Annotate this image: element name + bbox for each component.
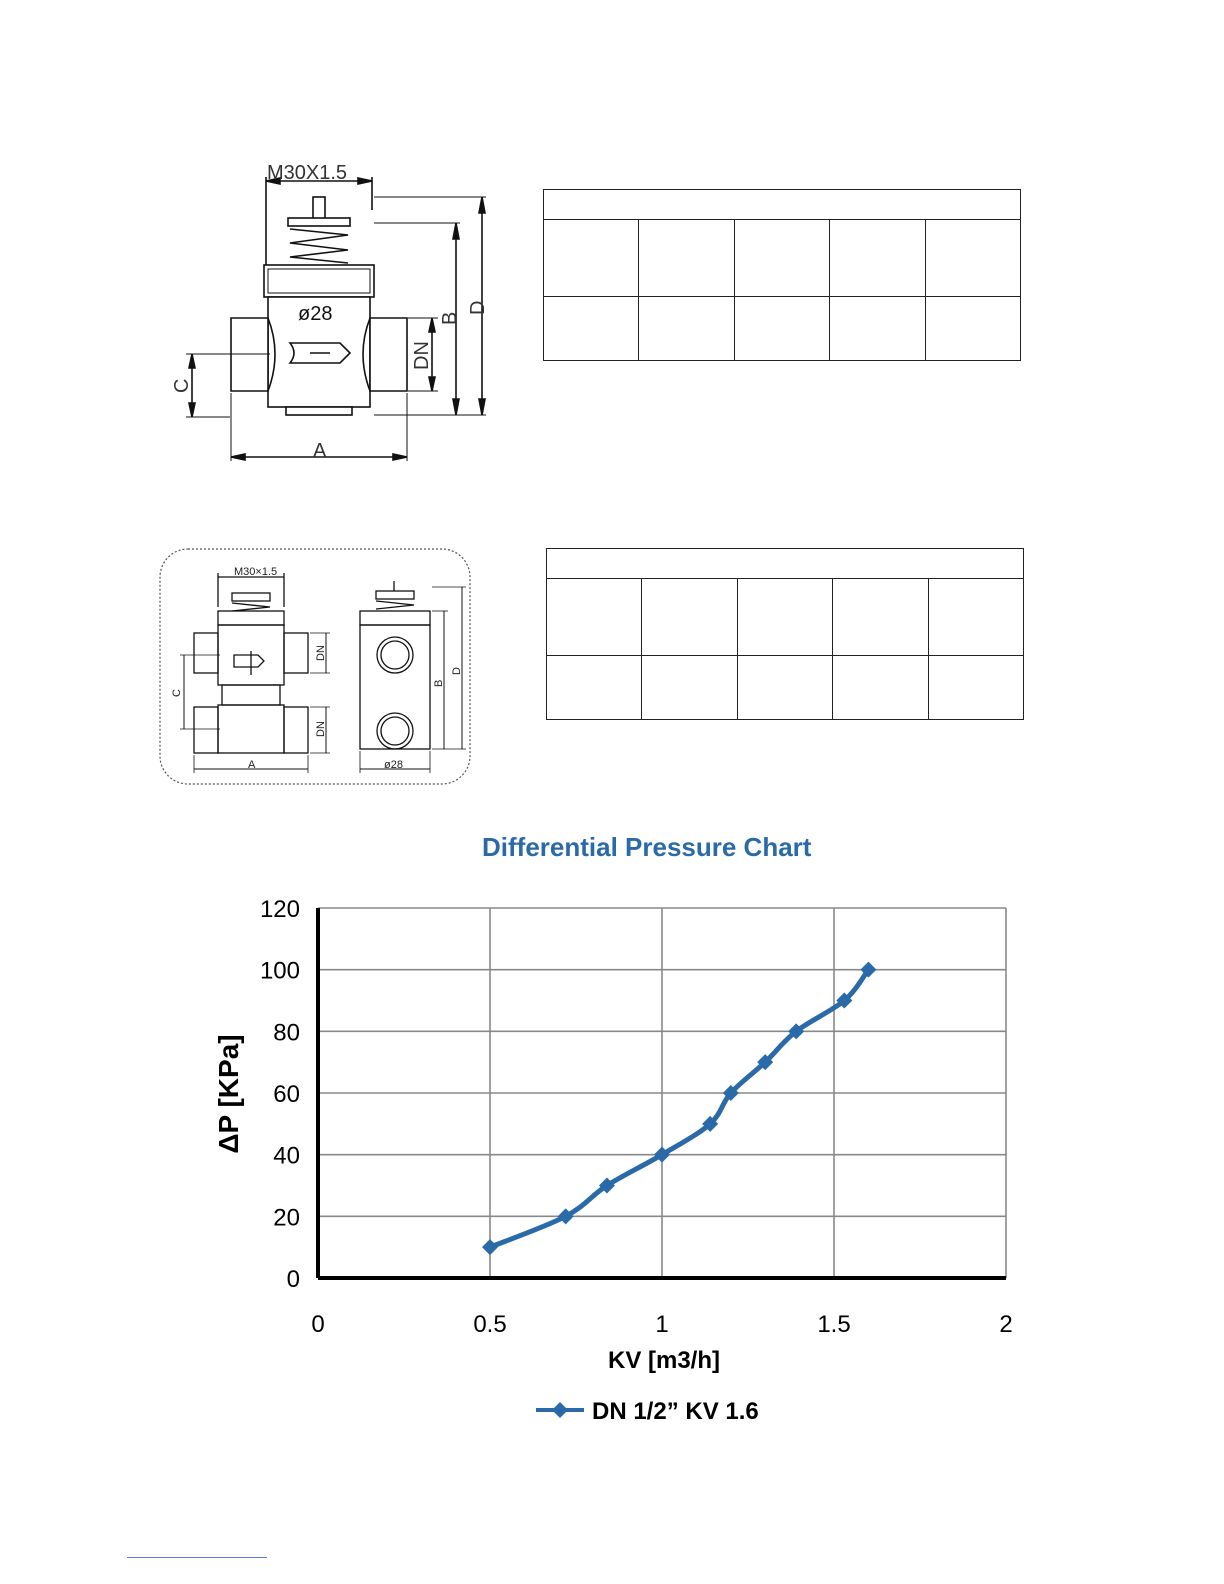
- y-tick-label: 100: [259, 957, 300, 985]
- dim-dn-label: DN: [411, 341, 433, 370]
- y-axis-label: ΔP [KPa]: [213, 1034, 244, 1154]
- chart-title: Differential Pressure Chart: [482, 832, 812, 862]
- y-tick-label: 40: [273, 1142, 300, 1170]
- chart-series: [482, 962, 876, 1255]
- y-tick-label: 120: [259, 896, 300, 923]
- x-tick-label: 0.5: [473, 1311, 507, 1338]
- diameter-label-small: ø28: [384, 759, 403, 771]
- dim-c-label-small: C: [171, 689, 183, 697]
- dim-dn-bottom-label-small: DN: [315, 721, 327, 737]
- legend-label: DN 1/2” KV 1.6: [592, 1398, 759, 1425]
- thread-label: M30X1.5: [267, 162, 348, 184]
- dim-dn-top-label-small: DN: [315, 645, 327, 661]
- dim-b-label: B: [439, 311, 461, 325]
- legend-marker: [552, 1402, 568, 1418]
- chart-ticks: [260, 896, 1013, 1338]
- y-tick-label: 0: [286, 1266, 300, 1293]
- chart-grid: [318, 908, 1006, 1278]
- y-tick-label: 80: [273, 1019, 300, 1047]
- dimension-table-2: [546, 548, 1024, 720]
- dim-a-label-small: A: [248, 759, 256, 771]
- dim-a-label: A: [313, 440, 327, 462]
- diameter-label: ø28: [298, 303, 333, 325]
- footer-rule: [127, 1557, 267, 1558]
- dim-d-label: D: [467, 300, 489, 315]
- legend: [536, 1398, 759, 1425]
- x-tick-label: 0: [311, 1311, 325, 1338]
- dim-d-label-small: D: [451, 667, 463, 675]
- y-tick-label: 60: [273, 1081, 300, 1108]
- y-tick-label: 20: [273, 1204, 300, 1232]
- dimension-table-1: [543, 189, 1021, 361]
- x-axis-label: KV [m3/h]: [607, 1347, 721, 1374]
- thread-label-small: M30×1.5: [234, 566, 278, 578]
- x-tick-label: 2: [999, 1311, 1013, 1338]
- x-tick-label: 1: [655, 1311, 669, 1338]
- valve-drawing-front: [160, 155, 500, 465]
- differential-pressure-chart: [180, 880, 1040, 1450]
- x-tick-label: 1.5: [817, 1311, 851, 1338]
- dim-b-label-small: B: [433, 679, 445, 687]
- dim-c-label: C: [171, 378, 193, 393]
- valve-drawing-dual: [158, 547, 472, 787]
- data-point-marker: [482, 1239, 498, 1255]
- series-line: [490, 970, 868, 1247]
